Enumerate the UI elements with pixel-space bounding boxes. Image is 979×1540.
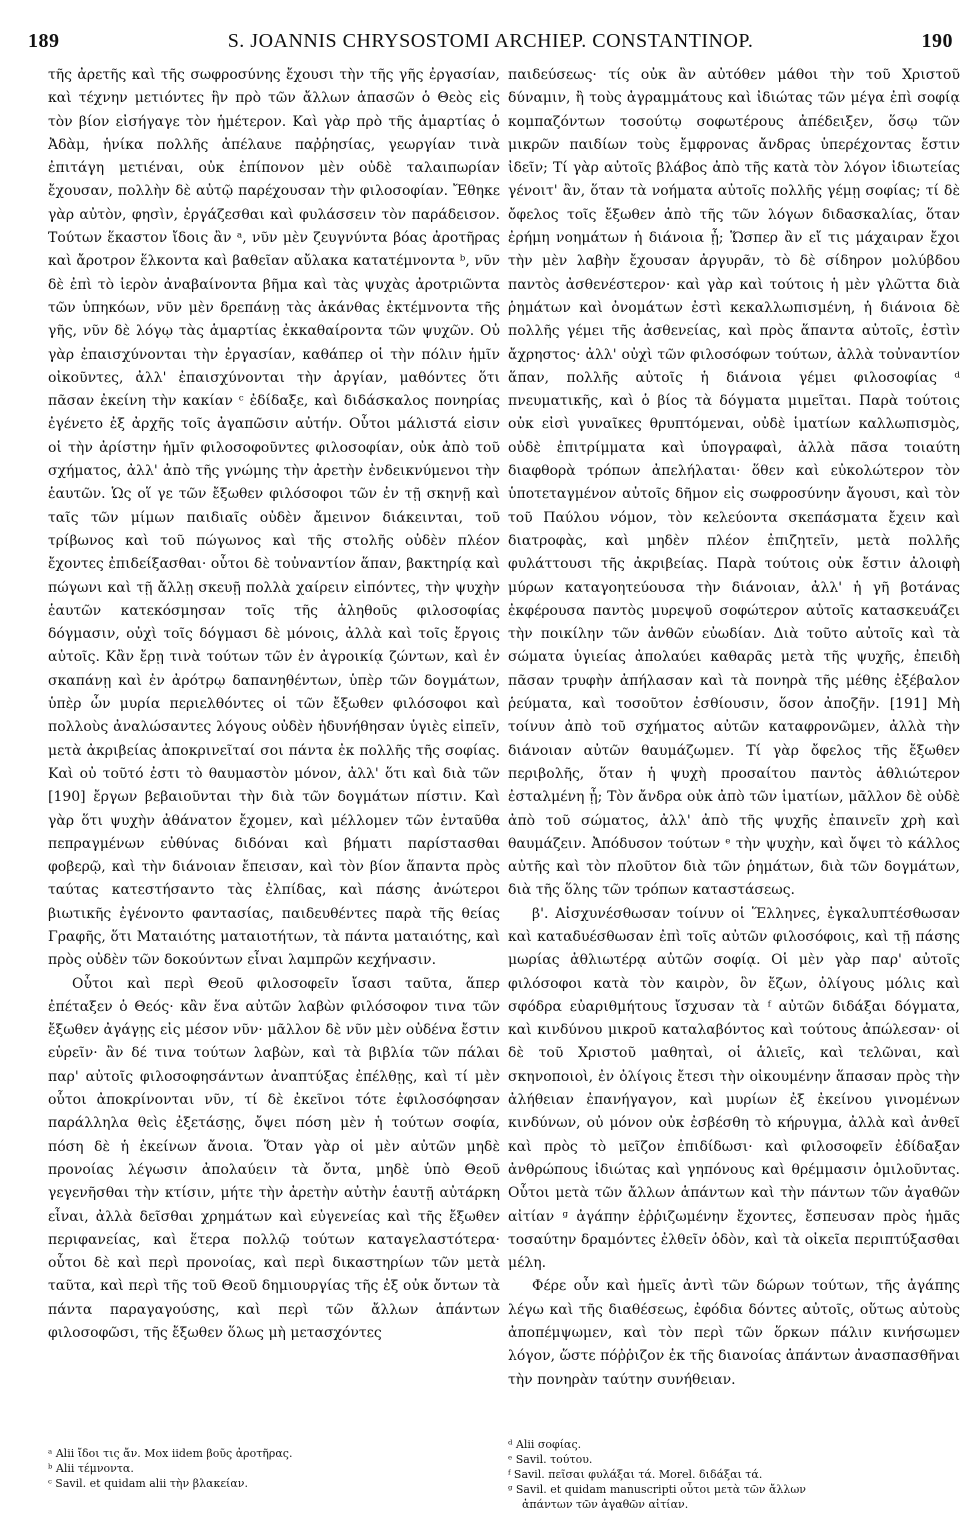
right-column <box>508 64 960 1392</box>
footnote: ᶜ Savil. et quidam alii τὴν βλακείαν. <box>48 1477 248 1490</box>
footnote: ἁπάντων τῶν ἀγαθῶν αἰτίαν. <box>522 1498 689 1511</box>
footnote: ᵈ Alii σοφίας. <box>508 1438 582 1451</box>
page-number-left: 189 <box>28 30 60 52</box>
footnote: ᵉ Savil. τούτου. <box>508 1453 593 1466</box>
paragraph: παιδεύσεως· τίς οὐκ ἂν αὐτόθεν μάθοι τὴν τοῦ Χριστοῦ δύναμιν, ἢ τοὺς ἀγραμμάτους καὶ ἰδιώτας τῶν μέγα ἐπὶ σοφίᾳ κομπαζόντων τοσούτῳ σοφωτέρους ἀπέδειξεν, ὅσῳ τῶν μικρῶν παιδίων τοὺς ἔμφρονας ἄνδρας ὑπερέχοντας ἔστιν ἰδεῖν; Τί γὰρ αὐτοῖς βλάβος ἀπὸ τῆς κατὰ τὸν λόγον ἰδιωτείας γένοιτ' ἂν, ὅταν τὰ νοήματα αὐτοῖς πολλῆς γέμῃ σοφίας; τί δὲ ὄφελος τοῖς ἔξωθεν ἀπὸ τῆς τῶν λόγων διδασκαλίας, ὅταν ἐρήμη νοημάτων ἡ διάνοια ᾖ; Ὥσπερ ἂν εἴ τις μάχαιραν ἔχοι τὴν μὲν λαβὴν ἔχουσαν ἀργυρᾶν, τὸ δὲ σίδηρον μολύβδου παντὸς ἀσθενέστερον· καὶ γὰρ καὶ τούτοις ἡ μὲν γλῶττα διὰ ῥημάτων καὶ ὀνομάτων ἐστὶ κεκαλλωπισμένη, ἡ διάνοια δὲ πολλῆς γέμει τῆς ἀσθενείας, καὶ πρὸς ἅπαντα αὐτοῖς, ἐστὶν ἄχρηστος· ἀλλ' οὐχὶ τῶν φιλοσόφων τούτων, ἀλλὰ τοὐναντίον ἅπαν, πολλῆς αὐτοῖς ἡ διάνοια γέμει φιλοσοφίας ᵈ πνευματικῆς, καὶ ὁ βίος τὰ δόγματα μιμεῖται. Παρὰ τούτοις οὐκ εἰσὶ γυναῖκες θρυπτόμεναι, οὐδὲ ἱματίων καλλωπισμὸς, οὐδὲ ἐπιτρίμματα καὶ ὑπογραφαὶ, ἀλλὰ πᾶσα τοιαύτη διαφθορὰ τρόπων ἀπελήλαται· ὅθεν καὶ εὐκολώτερον τὸν ὑποτεταγμένον αὐτοῖς δῆμον εἰς σωφροσύνην ἄγουσι, καὶ τὸν τοῦ Παύλου νόμον, τὸν κελεύοντα σκεπάσματα ἔχειν καὶ διατροφὰς, καὶ μηδὲν πλέον ἐπιζητεῖν, μετὰ πολλῆς φυλάττουσι τῆς ἀκριβείας. Παρὰ τούτοις οὐκ ἔστιν ἀλοιφὴ μύρων καταγοητεύουσα τὴν διάνοιαν, ἀλλ' ἡ γῆ βοτάνας ἐκφέρουσα παντὸς μυρεψοῦ σοφώτερον αὐτοῖς κατασκευάζει τὴν ποικίλην τῶν ἀνθῶν εὐωδίαν. Διὰ τοῦτο αὐτοῖς καὶ τὰ σώματα ὑγιείας ἀπολαύει καθαρᾶς μετὰ τῆς ψυχῆς, ἐπειδὴ πᾶσαν τρυφὴν ἀπήλασαν καὶ τὰ πονηρὰ τῆς μέθης ἐξέβαλον ῥεύματα, καὶ τοσοῦτον ἐσθίουσιν, ὅσον ἀποζῆν. [191] Μὴ τοίνυν ἀπὸ τοῦ σχήματος αὐτῶν καταφρονῶμεν, ἀλλὰ τὴν διάνοιαν αὐτῶν θαυμάζωμεν. Τί γὰρ ὄφελος τῆς ἔξωθεν περιβολῆς, ὅταν ἡ ψυχὴ προσαίτου παντὸς ἀθλιώτερον ἐσταλμένη ᾖ; Τὸν ἄνδρα οὐκ ἀπὸ τῶν ἱματίων, μᾶλλον δὲ οὐδὲ ἀπὸ τοῦ σώματος, ἀλλ' ἀπὸ τῆς ψυχῆς ἐπαινεῖν χρὴ καὶ θαυμάζειν. Ἀπόδυσον τούτων ᵉ τὴν ψυχὴν, καὶ ὄψει τὸ κάλλος αὐτῆς καὶ τὸν πλοῦτον διὰ τῶν ῥημάτων, διὰ τῶν δογμάτων, διὰ τῆς ὅλης τῶν τρόπων καταστάσεως. <box>508 67 960 899</box>
paragraph: Οὗτοι καὶ περὶ Θεοῦ φιλοσοφεῖν ἴσασι ταῦτα, ἅπερ ἐπέταξεν ὁ Θεός· κἂν ἕνα αὐτῶν λαβὼν φιλόσοφον τινα τῶν ἔξωθεν ἀγάγῃς εἰς μέσον νῦν· μᾶλλον δὲ νῦν μὲν οὐδένα ἔστιν εὑρεῖν· ἂν δέ τινα τούτων λαβὼν, καὶ τὰ βιβλία τῶν πάλαι παρ' αὐτοῖς φιλοσοφησάντων ἀναπτύξας ἐπέλθῃς, καὶ τί μὲν οὗτοι ἀποκρίνονται νῦν, τί δὲ ἐκεῖνοι τότε ἐφιλοσόφησαν παράλληλα θεὶς ἐξετάσῃς, ὄψει πόση μὲν ἡ τούτων σοφία, πόση δὲ ἡ ἐκείνων ἄνοια. Ὅταν γὰρ οἱ μὲν αὐτῶν μηδὲ προνοίας λέγωσιν ἀπολαύειν τὰ ὄντα, μηδὲ ὑπὸ Θεοῦ γεγενῆσθαι τὴν κτίσιν, μήτε τὴν ἀρετὴν αὐτὴν ἑαυτῇ αὐτάρκη εἶναι, ἀλλὰ δεῖσθαι χρημάτων καὶ εὐγενείας καὶ τῆς ἔξωθεν περιφανείας, καὶ ἕτερα πολλῷ τούτων καταγελαστότερα· οὗτοι δὲ καὶ περὶ προνοίας, καὶ περὶ δικαστηρίων τῶν μετὰ ταῦτα, καὶ περὶ τῆς τοῦ Θεοῦ δημιουργίας τῆς ἐξ οὐκ ὄντων τὰ πάντα παραγαγούσης, καὶ περὶ τῶν ἄλλων ἁπάντων φιλοσοφῶσι, τῆς ἔξωθεν ὅλως μὴ μετασχόντες <box>48 975 500 1342</box>
left-column <box>48 64 500 1345</box>
page-number-right: 190 <box>921 30 953 52</box>
footnotes-left <box>48 1446 468 1491</box>
paragraph: τῆς ἀρετῆς καὶ τῆς σωφροσύνης ἔχουσι τὴν τῆς γῆς ἐργασίαν, καὶ τέχνην μετιόντες ἣν πρὸ τῶν ἄλλων ἁπασῶν ὁ Θεὸς εἰς τὸν βίον εἰσήγαγε τὸν ἡμέτερον. Καὶ γὰρ πρὸ τῆς ἁμαρτίας ὁ Ἀδὰμ, ἡνίκα πολλῆς ἀπέλαυε παῤῥησίας, γεωργίαν τινὰ ἐπιτάγη μετιέναι, οὐκ ἐπίπονον μὲν οὐδὲ ταλαιπωρίαν ἔχουσαν, πολλὴν δὲ αὐτῷ παρέχουσαν τὴν φιλοσοφίαν. Ἔθηκε γὰρ αὐτὸν, φησὶν, ἐργάζεσθαι καὶ φυλάσσειν τὸν παράδεισον. Τούτων ἕκαστον ἴδοις ἂν ᵃ, νῦν μὲν ζευγνύντα βόας ἀροτῆρας καὶ ἄροτρον ἕλκοντα καὶ βαθεῖαν αὔλακα κατατέμνοντα ᵇ, νῦν δὲ ἐπὶ τὸ ἱερὸν ἀναβαίνοντα βῆμα καὶ τὰς ψυχὰς ἀροτριῶντα τῶν ὑπηκόων, νῦν μὲν δρεπάνῃ τὰς ἀκάνθας ἐκτέμνοντα τῆς γῆς, νῦν δὲ λόγῳ τὰς ἁμαρτίας ἐκκαθαίροντα τῶν ψυχῶν. Οὐ γὰρ ἐπαισχύνονται τὴν ἐργασίαν, καθάπερ οἱ τὴν πόλιν ἡμῖν οἰκοῦντες, ἀλλ' ἐπαισχύνονται τὴν ἀργίαν, μαθόντες ὅτι πᾶσαν ἐκείνη τὴν κακίαν ᶜ ἐδίδαξε, καὶ διδάσκαλος πονηρίας ἐγένετο ἐξ ἀρχῆς τοῖς ἀγαπῶσιν αὐτήν. Οὗτοι μάλιστά εἰσιν οἱ τὴν ἀρίστην ἡμῖν φιλοσοφοῦντες φιλοσοφίαν, οὐκ ἀπὸ τοῦ σχήματος, ἀλλ' ἀπὸ τῆς γνώμης τὴν ἀρετὴν ἐνδεικνύμενοι τὴν ἑαυτῶν. Ὡς οἵ γε τῶν ἔξωθεν φιλόσοφοι τῶν ἐν τῇ σκηνῇ καὶ ταῖς τῶν μίμων παιδιαῖς οὐδὲν ἄμεινον διάκεινται, τοῦ τρίβωνος καὶ τοῦ πώγωνος καὶ τῆς στολῆς οὐδὲν πλέον ἔχοντες ἐπιδείξασθαι· οὗτοι δὲ τοὐναντίον ἅπαν, βακτηρίᾳ καὶ πώγωνι καὶ τῇ ἄλλῃ σκευῇ πολλὰ χαίρειν εἰπόντες, τὴν ψυχὴν ἑαυτῶν κατεκόσμησαν τοῖς τῆς ἀληθοῦς φιλοσοφίας δόγμασιν, οὐχὶ τοῖς δόγμασι δὲ μόνοις, ἀλλὰ καὶ τοῖς ἔργοις αὐτοῖς. Κἂν ἔρῃ τινὰ τούτων τῶν ἐν ἀγροικίᾳ ζώντων, καὶ ἐν σκαπάνῃ καὶ ἐν ἀρότρῳ δαπανηθέντων, ὑπὲρ τῶν δογμάτων, ὑπὲρ ὧν μυρία περιελθόντες οἱ τῶν ἔξωθεν φιλόσοφοι καὶ πολλοὺς ἀναλώσαντες λόγους οὐδὲν ἠδυνήθησαν ὑγιὲς εἰπεῖν, μετὰ ἀκριβείας ἀποκρινεῖταί σοι πάντα ἐκ πολλῆς τῆς σοφίας. Καὶ οὐ τοῦτό ἐστι τὸ θαυμαστὸν μόνον, ἀλλ' ὅτι καὶ διὰ τῶν [190] ἔργων βεβαιοῦνται τὴν διὰ τῶν δογμάτων πίστιν. Καὶ γὰρ ὅτι ψυχὴν ἀθάνατον ἔχομεν, καὶ μέλλομεν τῶν ἐνταῦθα πεπραγμένων εὐθύνας διδόναι καὶ βήματι παρίστασθαι φοβερῷ, καὶ τὴν διάνοιαν ἔπεισαν, καὶ τὸν βίον ἅπαντα πρὸς ταύτας κατεστήσαντο τὰς ἐλπίδας, καὶ πάσης ἀνώτεροι βιωτικῆς ἐγένοντο φαντασίας, παιδευθέντες παρὰ τῆς θείας Γραφῆς, ὅτι Ματαιότης ματαιοτήτων, τὰ πάντα ματαιότης, καὶ πρὸς οὐδὲν τῶν δοκούντων εἶναι λαμπρῶν κεχήνασιν. <box>48 67 500 969</box>
footnote: ᶠ Savil. πεῖσαι φυλάξαι τά. Morel. διδάξαι τά. <box>508 1468 763 1481</box>
footnotes-right <box>508 1437 948 1512</box>
footnote: ᵇ Alii τέμνοντα. <box>48 1462 134 1475</box>
footnote: ᵃ Alii ἴδοι τις ἄν. Mox iidem βοῦς ἀροτῆρας. <box>48 1447 293 1460</box>
paragraph: Φέρε οὖν καὶ ἡμεῖς ἀντὶ τῶν δώρων τούτων, τῆς ἀγάπης λέγω καὶ τῆς διαθέσεως, ἐφόδια δόντες αὐτοῖς, οὕτως αὐτοὺς ἀποπέμψωμεν, καὶ τὸν περὶ τῶν ὅρκων πάλιν κινήσωμεν λόγον, ὥστε πόῤῥιζον ἐκ τῆς διανοίας ἁπάντων ἀνασπασθῆναι τὴν πονηρὰν ταύτην συνήθειαν. <box>508 1278 960 1388</box>
paragraph: β'. Αἰσχυνέσθωσαν τοίνυν οἱ Ἕλληνες, ἐγκαλυπτέσθωσαν καὶ καταδυέσθωσαν ἐπὶ τοῖς αὐτῶν φιλοσόφοις, καὶ τῇ πάσης μωρίας ἀθλιωτέρᾳ αὐτῶν σοφίᾳ. Οἱ μὲν γὰρ παρ' αὐτοῖς φιλόσοφοι κατὰ τὸν καιρὸν, ὃν ἔζων, ὀλίγους μόλις καὶ σφόδρα εὐαριθμήτους ἴσχυσαν τὰ ᶠ αὐτῶν διδάξαι δόγματα, καὶ κινδύνου μικροῦ καταλαβόντος καὶ τούτους ἀπώλεσαν· οἱ δὲ τοῦ Χριστοῦ μαθηταὶ, οἱ ἁλιεῖς, καὶ τελῶναι, καὶ σκηνοποιοὶ, ἐν ὀλίγοις ἔτεσι τὴν οἰκουμένην ἅπασαν πρὸς τὴν ἀλήθειαν ἐπανήγαγον, καὶ μυρίων ἐξ ἐκείνου γινομένων κινδύνων, οὐ μόνον οὐκ ἐσβέσθη τὸ κήρυγμα, ἀλλὰ καὶ ἀνθεῖ καὶ πρὸς τὸ μεῖζον ἐπιδίδωσι· καὶ φιλοσοφεῖν ἐδίδαξαν ἀνθρώπους ἰδιώτας καὶ γηπόνους καὶ θρέμμασιν ὁμιλοῦντας. Οὗτοι μετὰ τῶν ἄλλων ἁπάντων καὶ τὴν πάντων τῶν ἀγαθῶν αἰτίαν ᵍ ἀγάπην ἐῤῥιζωμένην ἔχοντες, ἔσπευσαν πρὸς ἡμᾶς τοσαύτην δραμόντες ἐλθεῖν ὁδὸν, καὶ τὰ οἰκεῖα περιπτύξασθαι μέλη. <box>508 905 960 1272</box>
running-title: S. JOANNIS CHRYSOSTOMI ARCHIEP. CONSTANTINOP. <box>227 30 754 52</box>
footnote: ᵍ Savil. et quidam manuscripti οὗτοι μετὰ τῶν ἄλλων <box>508 1483 806 1496</box>
running-header <box>28 30 953 58</box>
